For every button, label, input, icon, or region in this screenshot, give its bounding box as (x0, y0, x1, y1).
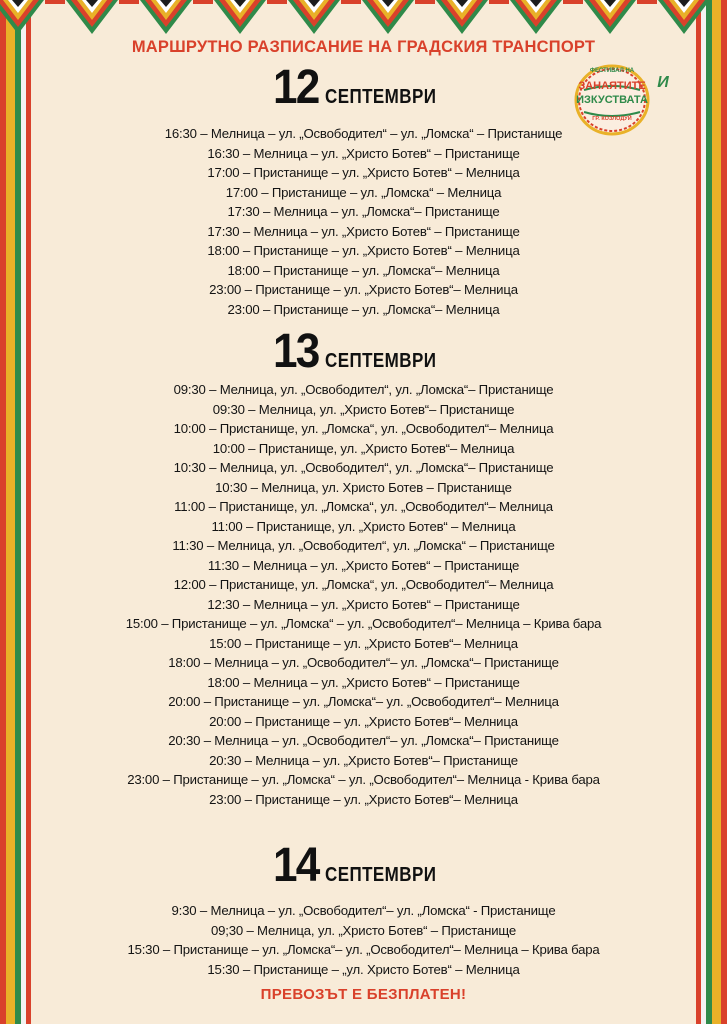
schedule-list-13 (0, 380, 727, 809)
schedule-row: 09;30 – Мелница, ул. „Христо Ботев“ – Пристанище (210, 922, 517, 938)
day-month: СЕПТЕМВРИ (324, 86, 437, 108)
schedule-row: 10:00 – Пристанище, ул. „Ломска“, ул. „Освободител“– Мелница (173, 421, 554, 436)
schedule-row: 15:00 – Пристанище – ул. „Ломска“ – ул. „Освободител“– Мелница – Крива бара (125, 616, 602, 631)
schedule-row: 23:00 – Пристанище – ул. „Ломска“ – ул. „Освободител“– Мелница - Крива бара (127, 772, 600, 787)
schedule-row: 20:00 – Пристанище – ул. „Ломска“– ул. „Освободител“– Мелница (168, 694, 559, 709)
schedule-list-12 (0, 124, 727, 319)
day-heading-12 (0, 60, 727, 115)
schedule-row: 11:30 – Мелница – ул. „Христо Ботев“ – Пристанище (207, 557, 520, 573)
day-heading-14 (0, 838, 727, 893)
day-number: 12 (273, 61, 319, 114)
top-ornament (0, 0, 727, 42)
logo-line-festival: ФЕСТИВАЛ НА (589, 68, 635, 74)
schedule-row: 15:30 – Пристанище – „ул. Христо Ботев“ – Мелница (207, 961, 520, 977)
schedule-row: 17:00 – Пристанище – ул. „Христо Ботев“ – Мелница (207, 165, 520, 180)
free-transport-note: ПРЕВОЗЪТ Е БЕЗПЛАТЕН! (260, 986, 467, 1003)
day-month: СЕПТЕМВРИ (324, 864, 437, 886)
schedule-row: 23:00 – Пристанище – ул. „Ломска“– Мелница (227, 301, 500, 317)
schedule-row: 20:00 – Пристанище – ул. „Христо Ботев“– Мелница (209, 713, 518, 729)
schedule-row: 17:00 – Пристанище – ул. „Ломска“ – Мелница (225, 184, 502, 200)
schedule-row: 23:00 – Пристанище – ул. „Христо Ботев“– Мелница (209, 791, 518, 807)
schedule-row: 16:30 – Мелница – ул. „Освободител“ – ул. „Ломска“ – Пристанище (164, 126, 563, 141)
schedule-row: 11:30 – Мелница, ул. „Освободител“, ул. „Ломска“ – Пристанище (172, 538, 555, 553)
poster-title: МАРШРУТНО РАЗПИСАНИЕ НА ГРАДСКИЯ ТРАНСПОРТ (131, 38, 596, 56)
schedule-row: 18:00 – Мелница – ул. „Освободител“– ул. „Ломска“– Пристанище (168, 655, 559, 670)
schedule-row: 09:30 – Мелница, ул. „Освободител“, ул. „Ломска“– Пристанище (173, 382, 554, 397)
schedule-row: 10:00 – Пристанище, ул. „Христо Ботев“– Мелница (212, 440, 515, 456)
schedule-row: 09:30 – Мелница, ул. „Христо Ботев“– Пристанище (212, 401, 515, 417)
schedule-row: 15:30 – Пристанище – ул. „Ломска“– ул. „Освободител“– Мелница – Крива бара (127, 942, 600, 957)
schedule-row: 18:00 – Мелница – ул. „Христо Ботев“ – Пристанище (207, 674, 520, 690)
logo-line-city: ГР. КОЗЛОДУЙ (592, 116, 632, 122)
schedule-row: 12:00 – Пристанище, ул. „Ломска“, ул. „Освободител“– Мелница (173, 577, 554, 592)
schedule-row: 17:30 – Мелница – ул. „Христо Ботев“ – Пристанище (207, 223, 520, 239)
schedule-row: 18:00 – Пристанище – ул. „Ломска“– Мелница (227, 262, 500, 278)
logo-line-crafts: ЗАНАЯТИТЕ (578, 80, 646, 92)
logo-line-arts: ИЗКУСТВАТА (576, 94, 648, 106)
day-number: 14 (273, 839, 319, 892)
day-number: 13 (273, 325, 319, 378)
logo-line-and: И (657, 74, 669, 91)
schedule-row: 20:30 – Мелница – ул. „Освободител“– ул. „Ломска“– Пристанище (168, 733, 559, 748)
schedule-row: 11:00 – Пристанище, ул. „Ломска“, ул. „Освободител“– Мелница (174, 499, 553, 514)
schedule-row: 10:30 – Мелница, ул. „Освободител“, ул. „Ломска“– Пристанище (173, 460, 554, 475)
schedule-list-14 (0, 901, 727, 979)
schedule-row: 9:30 – Мелница – ул. „Освободител“– ул. „Ломска“ - Пристанище (171, 903, 556, 918)
schedule-row: 10:30 – Мелница, ул. Христо Ботев – Пристанище (215, 479, 512, 495)
schedule-row: 20:30 – Мелница – ул. „Христо Ботев“– Пристанище (209, 752, 518, 768)
schedule-row: 17:30 – Мелница – ул. „Ломска“– Пристанище (227, 204, 500, 219)
schedule-row: 12:30 – Мелница – ул. „Христо Ботев“ – Пристанище (207, 596, 520, 612)
schedule-row: 23:00 – Пристанище – ул. „Христо Ботев“– Мелница (209, 282, 518, 297)
schedule-row: 15:00 – Пристанище – ул. „Христо Ботев“– Мелница (209, 635, 518, 651)
schedule-row: 16:30 – Мелница – ул. „Христо Ботев“ – Пристанище (207, 145, 520, 161)
schedule-row: 18:00 – Пристанище – ул. „Христо Ботев“ – Мелница (207, 243, 520, 258)
schedule-row: 11:00 – Пристанище, ул. „Христо Ботев“ – Мелница (211, 518, 516, 534)
day-heading-13 (0, 324, 727, 379)
day-month: СЕПТЕМВРИ (324, 350, 437, 372)
